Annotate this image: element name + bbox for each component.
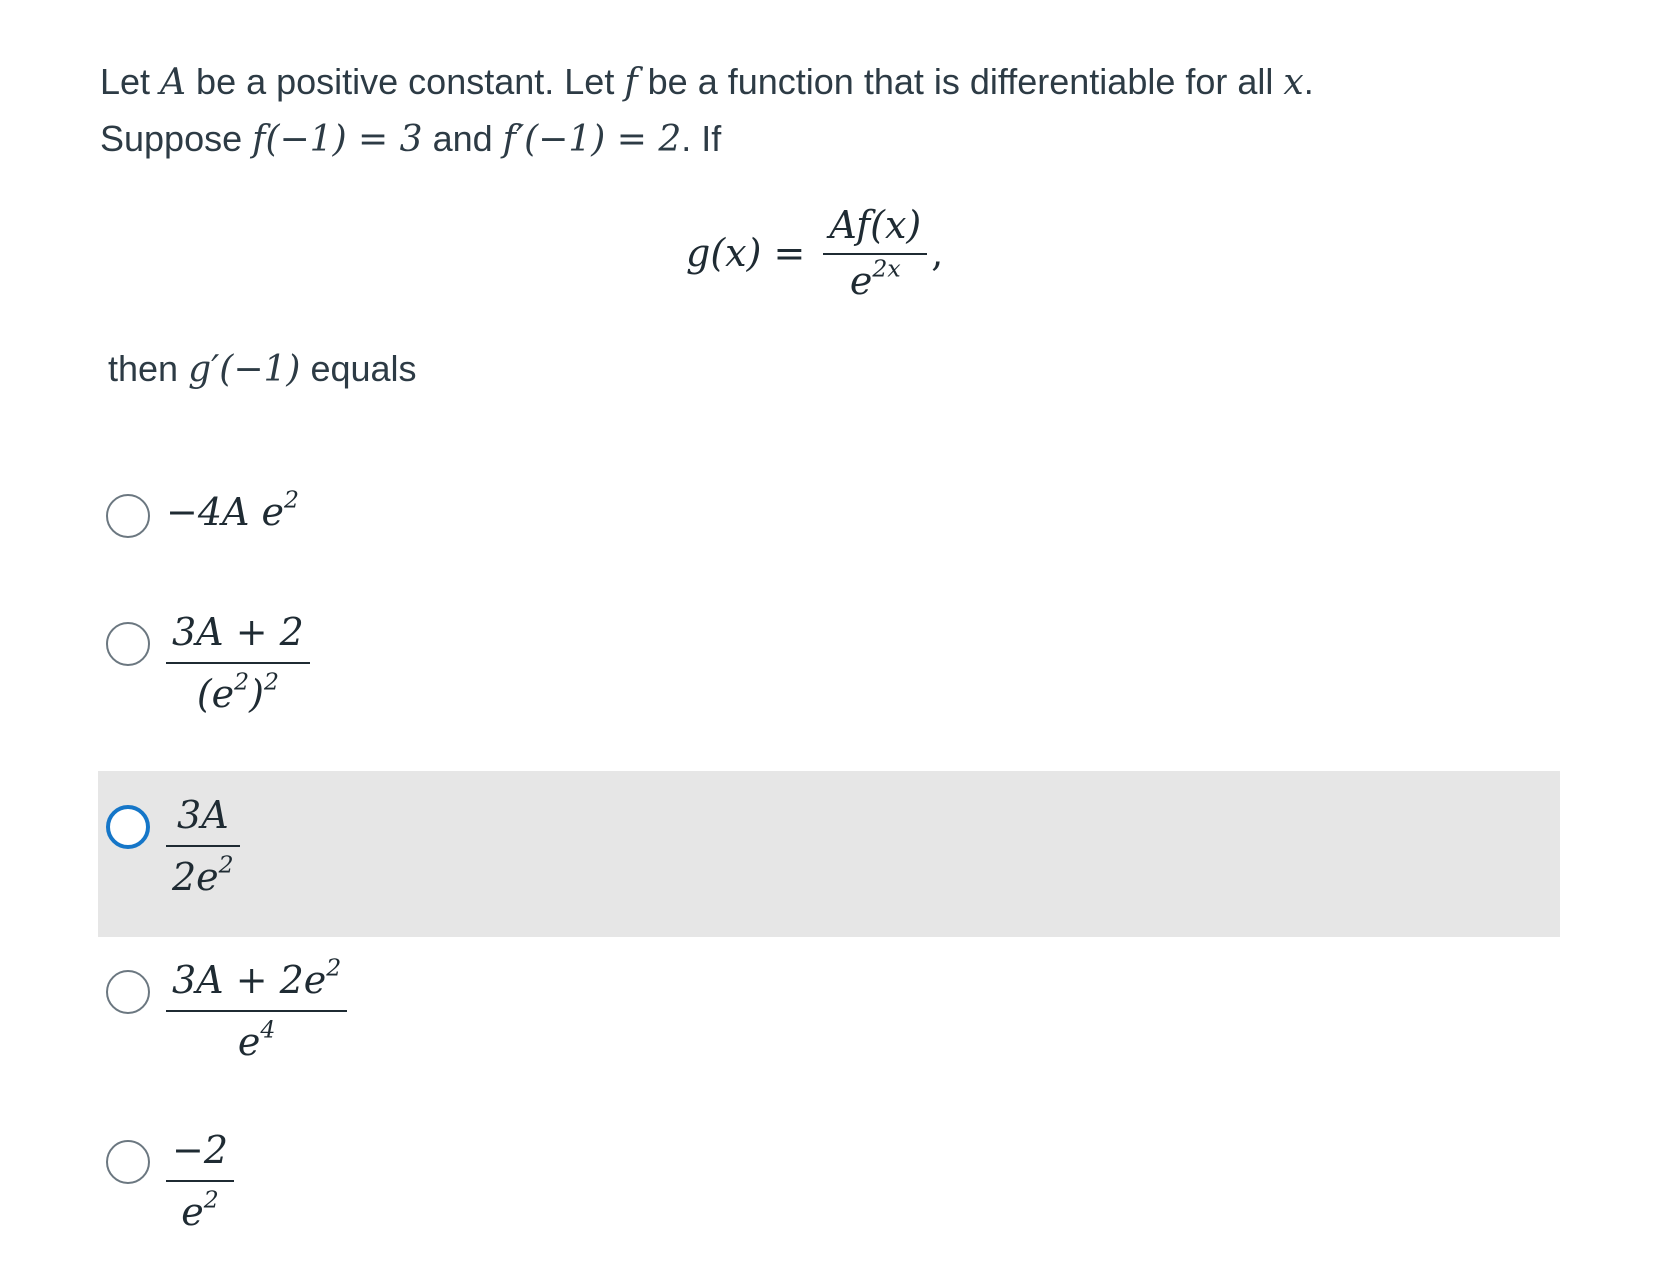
option-denominator-part: e bbox=[181, 1190, 204, 1234]
equation-fraction bbox=[823, 203, 927, 303]
math-expression-f-value: f(−1) = 3 bbox=[252, 119, 423, 160]
math-variable-A: A bbox=[160, 62, 187, 103]
option-numerator: −2 bbox=[172, 1128, 229, 1172]
option-denominator-exponent: 4 bbox=[260, 1015, 276, 1044]
question-text bbox=[100, 54, 1560, 168]
question-text-segment: be a positive constant. Let bbox=[186, 61, 625, 102]
option-denominator-part: (e bbox=[196, 672, 235, 716]
answer-option-2[interactable] bbox=[98, 610, 1560, 728]
radio-button[interactable] bbox=[106, 622, 150, 666]
equation-denominator-exponent: 2x bbox=[872, 254, 901, 283]
math-expression-g-derivative: g′(−1) bbox=[188, 349, 301, 390]
question-text-segment: Let bbox=[100, 61, 161, 102]
question-line-2 bbox=[100, 111, 1560, 168]
answer-option-3[interactable] bbox=[98, 771, 1560, 937]
option-fraction bbox=[166, 1128, 234, 1234]
option-fraction bbox=[166, 793, 240, 899]
option-denominator-exponent: 2 bbox=[234, 667, 250, 696]
math-variable-f: f bbox=[624, 62, 638, 103]
radio-button[interactable] bbox=[106, 970, 150, 1014]
option-denominator-exponent: 2 bbox=[203, 1185, 219, 1214]
option-denominator bbox=[175, 1182, 224, 1234]
option-numerator-exponent: 2 bbox=[326, 953, 342, 982]
question-text-segment: . If bbox=[681, 118, 722, 159]
option-fraction bbox=[166, 610, 310, 716]
math-variable-x: x bbox=[1283, 62, 1304, 103]
option-denominator bbox=[232, 1012, 281, 1064]
option-expression-exponent: 2 bbox=[284, 485, 300, 514]
question-text-segment: . bbox=[1303, 61, 1314, 102]
radio-button[interactable] bbox=[106, 494, 150, 538]
question-line-1 bbox=[100, 54, 1560, 111]
option-denominator-exponent: 2 bbox=[263, 667, 279, 696]
option-expression bbox=[166, 485, 300, 534]
option-denominator bbox=[191, 664, 285, 716]
equation-denominator bbox=[844, 255, 907, 303]
option-fraction bbox=[166, 953, 347, 1064]
equation-denominator-base: e bbox=[849, 259, 873, 303]
option-denominator-part: e bbox=[237, 1020, 261, 1064]
option-expression-main: −4A e bbox=[166, 490, 285, 534]
question-text-segment: Suppose bbox=[100, 118, 253, 159]
prompt-text-segment: equals bbox=[300, 348, 417, 389]
answer-option-5[interactable] bbox=[98, 1128, 1560, 1246]
option-denominator bbox=[166, 847, 240, 899]
option-numerator-part: 3A + 2e bbox=[172, 958, 327, 1002]
option-denominator-part: ) bbox=[249, 672, 264, 716]
radio-button-selected[interactable] bbox=[106, 805, 150, 849]
prompt-text bbox=[108, 344, 417, 395]
display-equation bbox=[686, 198, 943, 308]
option-numerator: 3A + 2 bbox=[172, 610, 304, 654]
question-text-segment: be a function that is differentiable for all bbox=[637, 61, 1284, 102]
math-expression-f-derivative: f′(−1) = 2 bbox=[502, 119, 682, 160]
option-numerator: 3A bbox=[177, 793, 229, 837]
equation-trailing-comma: , bbox=[931, 231, 944, 275]
answer-option-4[interactable] bbox=[98, 953, 1560, 1076]
answer-option-1[interactable] bbox=[98, 485, 1560, 544]
question-text-segment: and bbox=[422, 118, 503, 159]
equation-lhs: g(x) = bbox=[686, 231, 806, 275]
radio-button[interactable] bbox=[106, 1140, 150, 1184]
option-denominator-part: 2e bbox=[172, 855, 219, 899]
option-numerator bbox=[166, 953, 347, 1010]
equation-numerator: Af(x) bbox=[829, 203, 922, 247]
prompt-text-segment: then bbox=[108, 348, 189, 389]
option-denominator-exponent: 2 bbox=[218, 850, 234, 879]
